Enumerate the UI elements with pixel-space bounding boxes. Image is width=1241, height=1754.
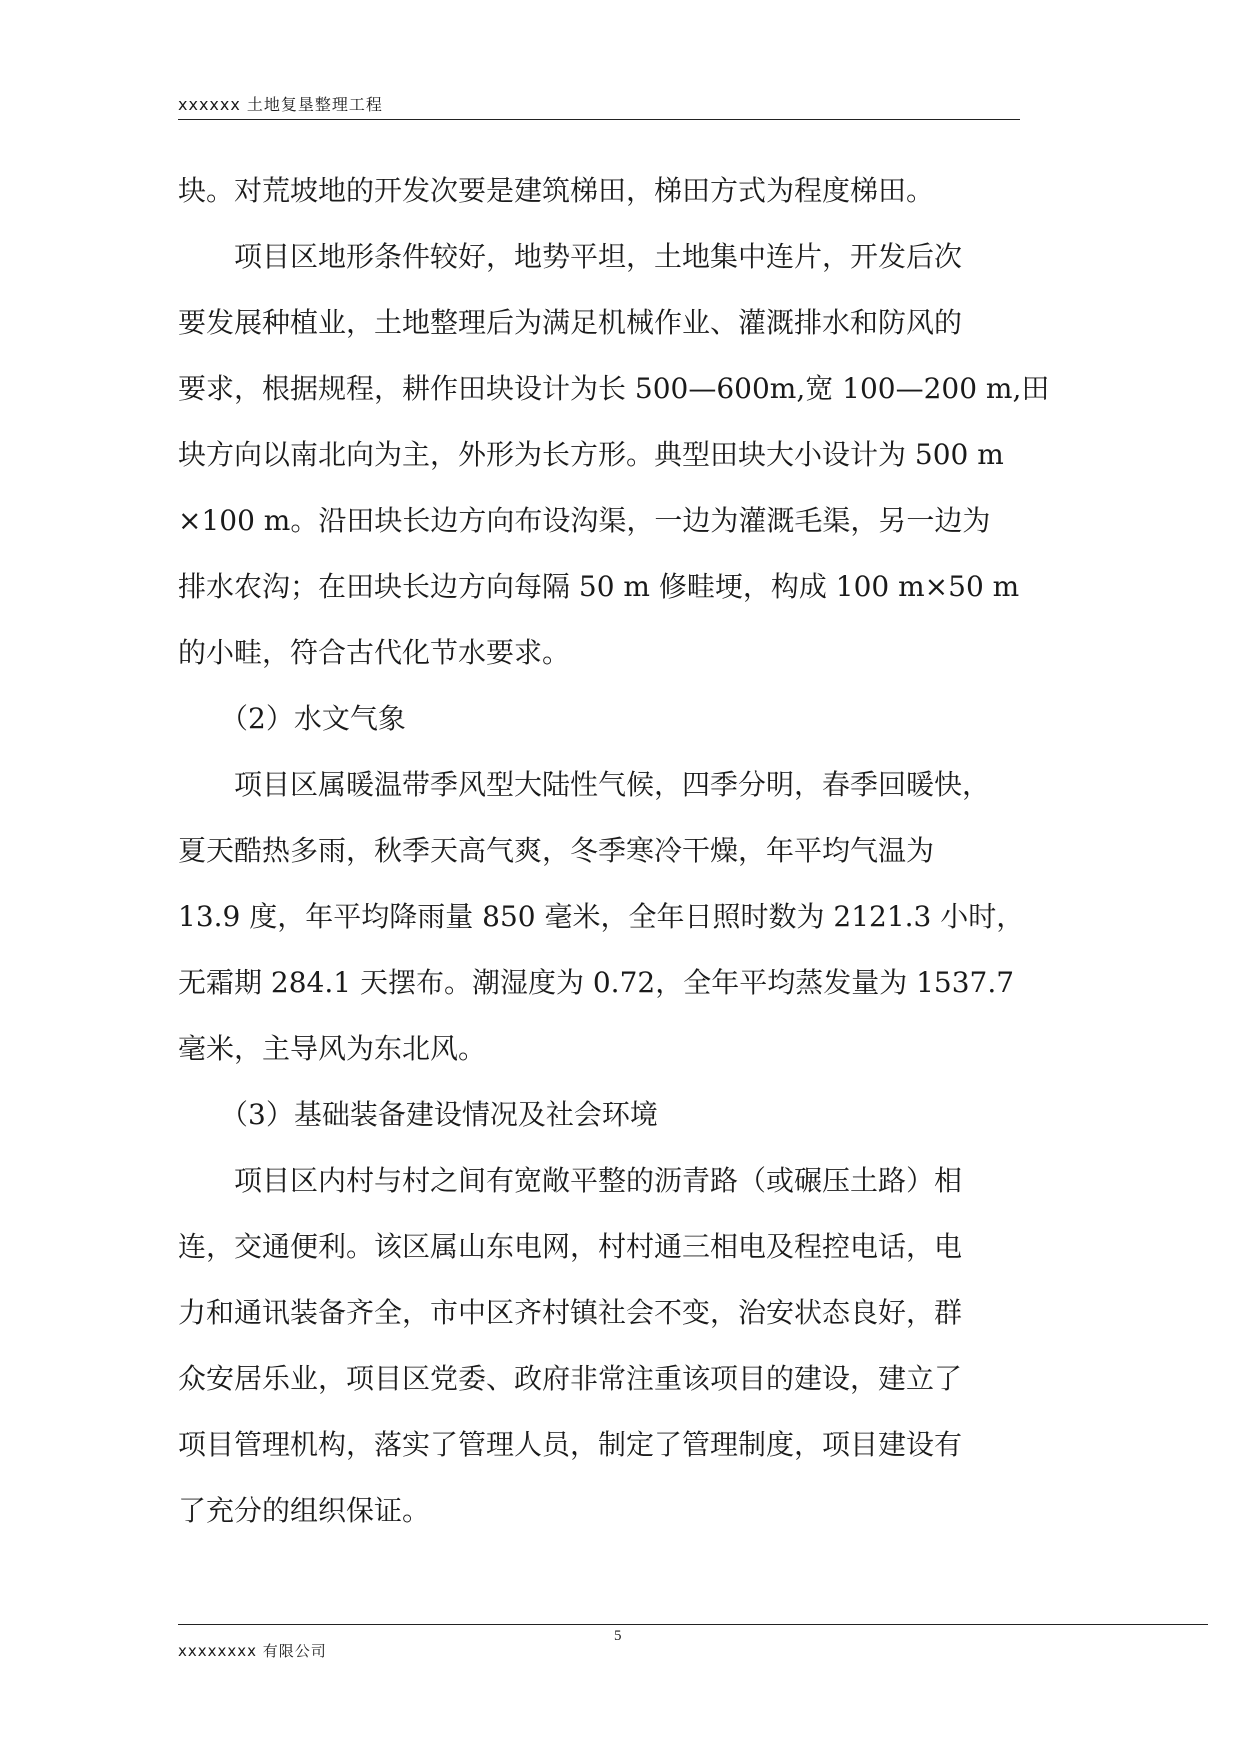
document-body [178, 158, 1070, 1544]
page-number: 5 [614, 1628, 622, 1644]
text-line: 力和通讯装备齐全，市中区齐村镇社会不变，治安状态良好，群 [178, 1296, 963, 1329]
text-line: 项目管理机构，落实了管理人员，制定了管理制度，项目建设有 [178, 1428, 963, 1461]
text-line: 毫米，主导风为东北风。 [178, 1032, 487, 1065]
footer-company-name: xxxxxxxx 有限公司 [178, 1642, 327, 1660]
footer-divider [178, 1624, 1208, 1625]
text-line: 无霜期 284.1 天摆布。潮湿度为 0.72，全年平均蒸发量为 1537.7 [178, 966, 1015, 999]
section-heading-infrastructure: （3）基础装备建设情况及社会环境 [178, 1098, 658, 1131]
page-header-title: xxxxxx 土地复垦整理工程 [178, 95, 383, 114]
text-line: 的小畦，符合古代化节水要求。 [178, 636, 571, 669]
text-line: 排水农沟；在田块长边方向每隔 50 m 修畦埂，构成 100 m×50 m [178, 570, 1020, 603]
text-line: 众安居乐业，项目区党委、政府非常注重该项目的建设，建立了 [178, 1362, 963, 1395]
header-divider [178, 119, 1020, 120]
text-line: 项目区属暖温带季风型大陆性气候，四季分明，春季回暖快， [178, 768, 991, 801]
section-heading-hydrology: （2）水文气象 [178, 702, 406, 735]
text-line: 13.9 度，年平均降雨量 850 毫米，全年日照时数为 2121.3 小时， [178, 900, 1025, 933]
text-line: 夏天酷热多雨，秋季天高气爽，冬季寒冷干燥，年平均气温为 [178, 834, 935, 867]
text-line: ×100 m。沿田块长边方向布设沟渠，一边为灌溉毛渠，另一边为 [178, 504, 991, 537]
text-line: 项目区内村与村之间有宽敞平整的沥青路（或碾压土路）相 [178, 1164, 963, 1197]
text-line: 块。对荒坡地的开发次要是建筑梯田，梯田方式为程度梯田。 [178, 174, 935, 207]
text-line: 项目区地形条件较好，地势平坦，土地集中连片，开发后次 [178, 240, 963, 273]
text-line: 要求，根据规程，耕作田块设计为长 500—600m,宽 100—200 m,田 [178, 372, 1050, 405]
text-line: 连，交通便利。该区属山东电网，村村通三相电及程控电话，电 [178, 1230, 963, 1263]
text-line: 要发展种植业，土地整理后为满足机械作业、灌溉排水和防风的 [178, 306, 963, 339]
text-line: 块方向以南北向为主，外形为长方形。典型田块大小设计为 500 m [178, 438, 1004, 471]
text-line: 了充分的组织保证。 [178, 1494, 431, 1527]
